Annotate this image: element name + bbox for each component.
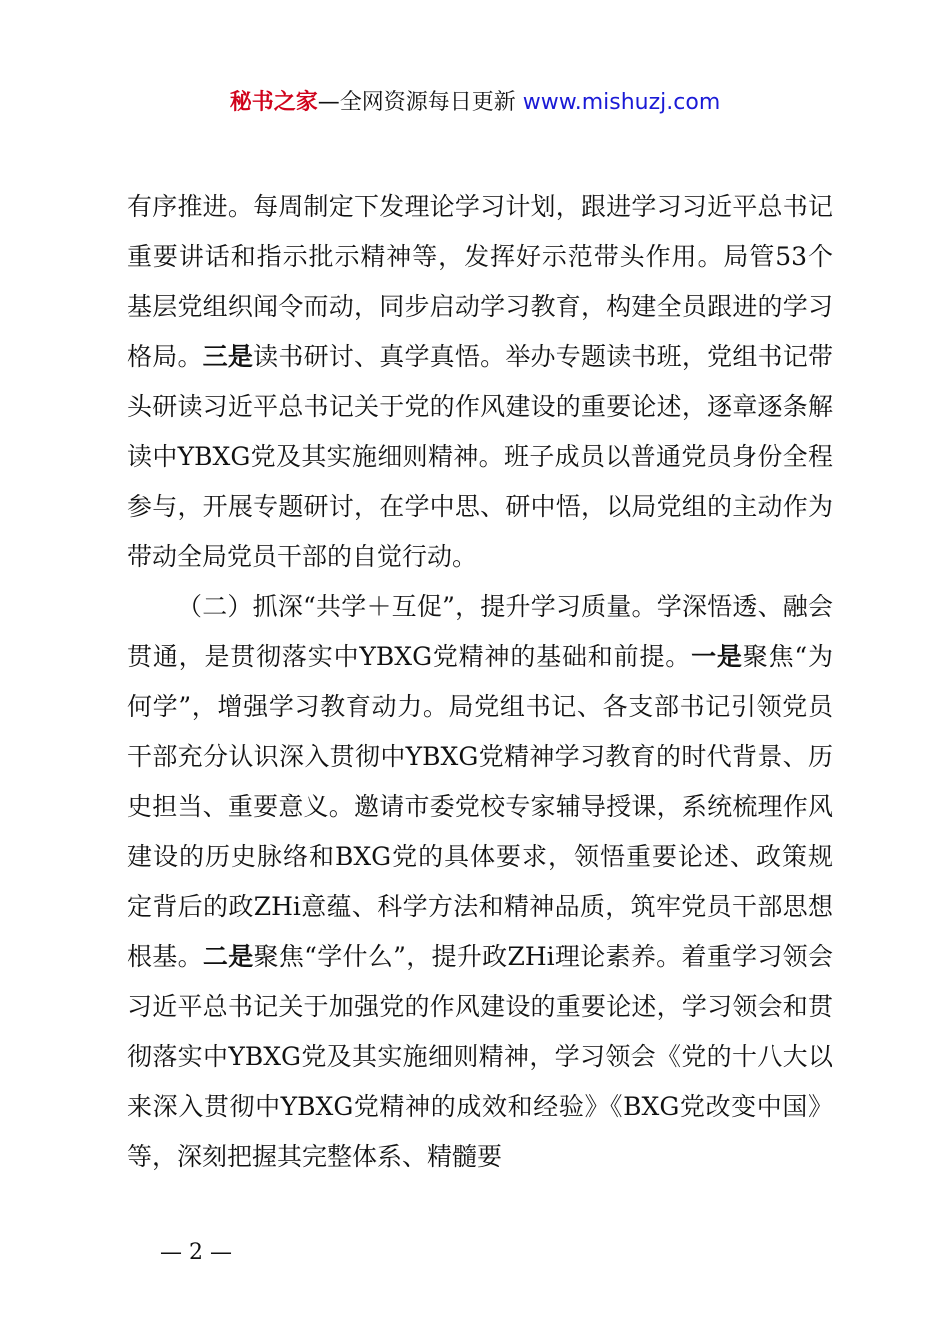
paragraph-2: [127, 582, 833, 1182]
paragraph-2-heading: （二）抓深“共学＋互促”，提升学习质量。学深悟透、融会贯通，是贯彻落实中YBXG党精神的基础和前提。: [127, 592, 833, 671]
site-url-link[interactable]: www.mishuzj.com: [522, 90, 721, 115]
page-number: — 2 —: [160, 1240, 232, 1265]
paragraph-2-lead-two: 二是: [202, 942, 254, 971]
paragraph-2-point-one: 聚焦“为何学”，增强学习教育动力。局党组书记、各支部书记引领党员干部充分认识深入贯彻中YBXG党精神学习教育的时代背景、历史担当、重要意义。邀请市委党校专家辅导授课，系统梳理作风建设的历史脉络和BXG党的具体要求，领悟重要论述、政策规定背后的政ZHi意蕴、科学方法和精神品质，筑牢党员干部思想根基。: [127, 642, 833, 971]
paragraph-2-point-two: 聚焦“学什么”，提升政ZHi理论素养。着重学习领会习近平总书记关于加强党的作风建设的重要论述，学习领会和贯彻落实中YBXG党及其实施细则精神，学习领会《党的十八大以来深入贯彻中YBXG党精神的成效和经验》《BXG党改变中国》等，深刻把握其完整体系、精髓要: [127, 942, 833, 1171]
site-tagline: —全网资源每日更新: [317, 90, 516, 115]
paragraph-2-lead-one: 一是: [691, 642, 743, 671]
site-brand: 秘书之家: [229, 90, 318, 115]
paragraph-1-text: 有序推进。每周制定下发理论学习计划，跟进学习习近平总书记重要讲话和指示批示精神等，发挥好示范带头作用。局管53个基层党组织闻令而动，同步启动学习教育，构建全员跟进的学习格局。: [127, 192, 833, 371]
paragraph-1-lead-three: 三是: [202, 342, 254, 371]
paragraph-1-text-continued: 读书研讨、真学真悟。举办专题读书班，党组书记带头研读习近平总书记关于党的作风建设的重要论述，逐章逐条解读中YBXG党及其实施细则精神。班子成员以普通党员身份全程参与，开展专题研讨，在学中思、研中悟，以局党组的主动作为带动全局党员干部的自觉行动。: [127, 342, 833, 571]
site-header: [0, 86, 950, 120]
document-body: [127, 182, 833, 1182]
paragraph-1: [127, 182, 833, 582]
